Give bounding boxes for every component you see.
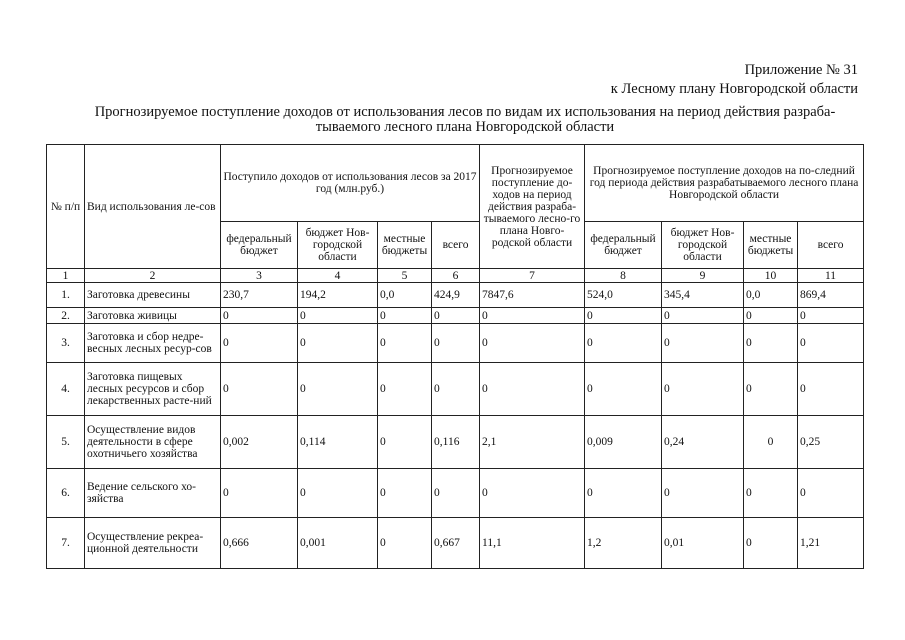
cell-value: 1,21	[798, 518, 864, 569]
cell-value: 0	[744, 308, 798, 324]
header-forecast-period: Прогнозируемое поступление до-ходов на период действия разраба-тываемого лесно-го плана Новго-родской области	[480, 145, 585, 269]
table-row	[47, 416, 864, 469]
row-number: 4.	[47, 363, 85, 416]
cell-value: 0	[480, 308, 585, 324]
cell-value: 0	[744, 324, 798, 363]
cell-value: 0	[744, 469, 798, 518]
cell-value: 0	[798, 324, 864, 363]
cell-value: 0	[432, 469, 480, 518]
cell-value: 0,667	[432, 518, 480, 569]
cell-value: 0,24	[662, 416, 744, 469]
cell-value: 0	[798, 469, 864, 518]
cell-value: 0,25	[798, 416, 864, 469]
cell-value: 0	[298, 324, 378, 363]
cell-value: 0	[298, 363, 378, 416]
cell-value: 0,114	[298, 416, 378, 469]
cell-value: 0	[221, 308, 298, 324]
cell-value: 230,7	[221, 283, 298, 308]
cell-value: 0	[378, 308, 432, 324]
cell-value: 1,2	[585, 518, 662, 569]
header-local-last: местные бюджеты	[744, 222, 798, 269]
table-row	[47, 308, 864, 324]
row-kind: Ведение сельского хо-зяйства	[85, 469, 221, 518]
table-row	[47, 518, 864, 569]
col-number: 4	[298, 269, 378, 283]
cell-value: 194,2	[298, 283, 378, 308]
row-kind: Заготовка древесины	[85, 283, 221, 308]
appendix-reference: к Лесному плану Новгородской области	[610, 81, 858, 97]
cell-value: 0	[378, 518, 432, 569]
table-row	[47, 283, 864, 308]
cell-value: 0,002	[221, 416, 298, 469]
col-number: 10	[744, 269, 798, 283]
col-number: 2	[85, 269, 221, 283]
income-forecast-table	[46, 144, 864, 569]
cell-value: 0	[480, 469, 585, 518]
cell-value: 0,009	[585, 416, 662, 469]
cell-value: 0	[744, 363, 798, 416]
cell-value: 0	[585, 363, 662, 416]
col-number: 5	[378, 269, 432, 283]
cell-value: 0	[378, 416, 432, 469]
cell-value: 0	[744, 416, 798, 469]
appendix-number: Приложение № 31	[744, 62, 858, 78]
cell-value: 0	[585, 308, 662, 324]
title-line-1: Прогнозируемое поступление доходов от использования лесов по видам их использования на период действия разраба-	[94, 104, 836, 120]
header-total-last: всего	[798, 222, 864, 269]
cell-value: 0,01	[662, 518, 744, 569]
row-kind: Заготовка и сбор недре-весных лесных ресур-сов	[85, 324, 221, 363]
row-kind: Заготовка живицы	[85, 308, 221, 324]
row-kind: Заготовка пищевых лесных ресурсов и сбор лекарственных расте-ний	[85, 363, 221, 416]
header-regional-last: бюджет Нов-городской области	[662, 222, 744, 269]
cell-value: 524,0	[585, 283, 662, 308]
cell-value: 11,1	[480, 518, 585, 569]
cell-value: 0	[378, 363, 432, 416]
col-number: 7	[480, 269, 585, 283]
cell-value: 0	[662, 469, 744, 518]
header-total-2017: всего	[432, 222, 480, 269]
cell-value: 0	[662, 308, 744, 324]
cell-value: 7847,6	[480, 283, 585, 308]
col-number: 1	[47, 269, 85, 283]
row-number: 6.	[47, 469, 85, 518]
row-kind: Осуществление рекреа-ционной деятельности	[85, 518, 221, 569]
cell-value: 0	[432, 324, 480, 363]
cell-value: 2,1	[480, 416, 585, 469]
col-number: 9	[662, 269, 744, 283]
cell-value: 869,4	[798, 283, 864, 308]
row-number: 5.	[47, 416, 85, 469]
cell-value: 0	[221, 469, 298, 518]
cell-value: 0	[221, 363, 298, 416]
row-number: 7.	[47, 518, 85, 569]
cell-value: 0,0	[744, 283, 798, 308]
header-num: № п/п	[47, 145, 85, 269]
col-number: 11	[798, 269, 864, 283]
cell-value: 0	[662, 363, 744, 416]
header-regional-2017: бюджет Нов-городской области	[298, 222, 378, 269]
cell-value: 0	[298, 469, 378, 518]
header-forecast-last-group: Прогнозируемое поступление доходов на по-следний год периода действия разрабатываемого лесного плана Новгородской области	[585, 145, 864, 222]
header-federal-2017: федеральный бюджет	[221, 222, 298, 269]
header-local-2017: местные бюджеты	[378, 222, 432, 269]
cell-value: 0	[480, 363, 585, 416]
col-number: 3	[221, 269, 298, 283]
title-line-2: тываемого лесного плана Новгородской области	[315, 119, 615, 135]
table-row	[47, 469, 864, 518]
cell-value: 0	[744, 518, 798, 569]
table-row	[47, 363, 864, 416]
col-number: 8	[585, 269, 662, 283]
cell-value: 0	[298, 308, 378, 324]
cell-value: 345,4	[662, 283, 744, 308]
cell-value: 0	[585, 324, 662, 363]
header-kind: Вид использования ле-сов	[85, 145, 221, 269]
header-federal-last: федеральный бюджет	[585, 222, 662, 269]
row-number: 3.	[47, 324, 85, 363]
cell-value: 0	[378, 324, 432, 363]
row-number: 1.	[47, 283, 85, 308]
header-received-group: Поступило доходов от использования лесов за 2017 год (млн.руб.)	[221, 145, 480, 222]
cell-value: 0	[432, 308, 480, 324]
cell-value: 424,9	[432, 283, 480, 308]
cell-value: 0,0	[378, 283, 432, 308]
row-kind: Осуществление видов деятельности в сфере охотничьего хозяйства	[85, 416, 221, 469]
cell-value: 0	[662, 324, 744, 363]
cell-value: 0,666	[221, 518, 298, 569]
cell-value: 0	[221, 324, 298, 363]
cell-value: 0,001	[298, 518, 378, 569]
cell-value: 0	[480, 324, 585, 363]
cell-value: 0	[378, 469, 432, 518]
cell-value: 0	[798, 308, 864, 324]
cell-value: 0	[585, 469, 662, 518]
row-number: 2.	[47, 308, 85, 324]
cell-value: 0	[798, 363, 864, 416]
document-title	[70, 105, 860, 135]
cell-value: 0,116	[432, 416, 480, 469]
cell-value: 0	[432, 363, 480, 416]
table-row	[47, 324, 864, 363]
col-number: 6	[432, 269, 480, 283]
